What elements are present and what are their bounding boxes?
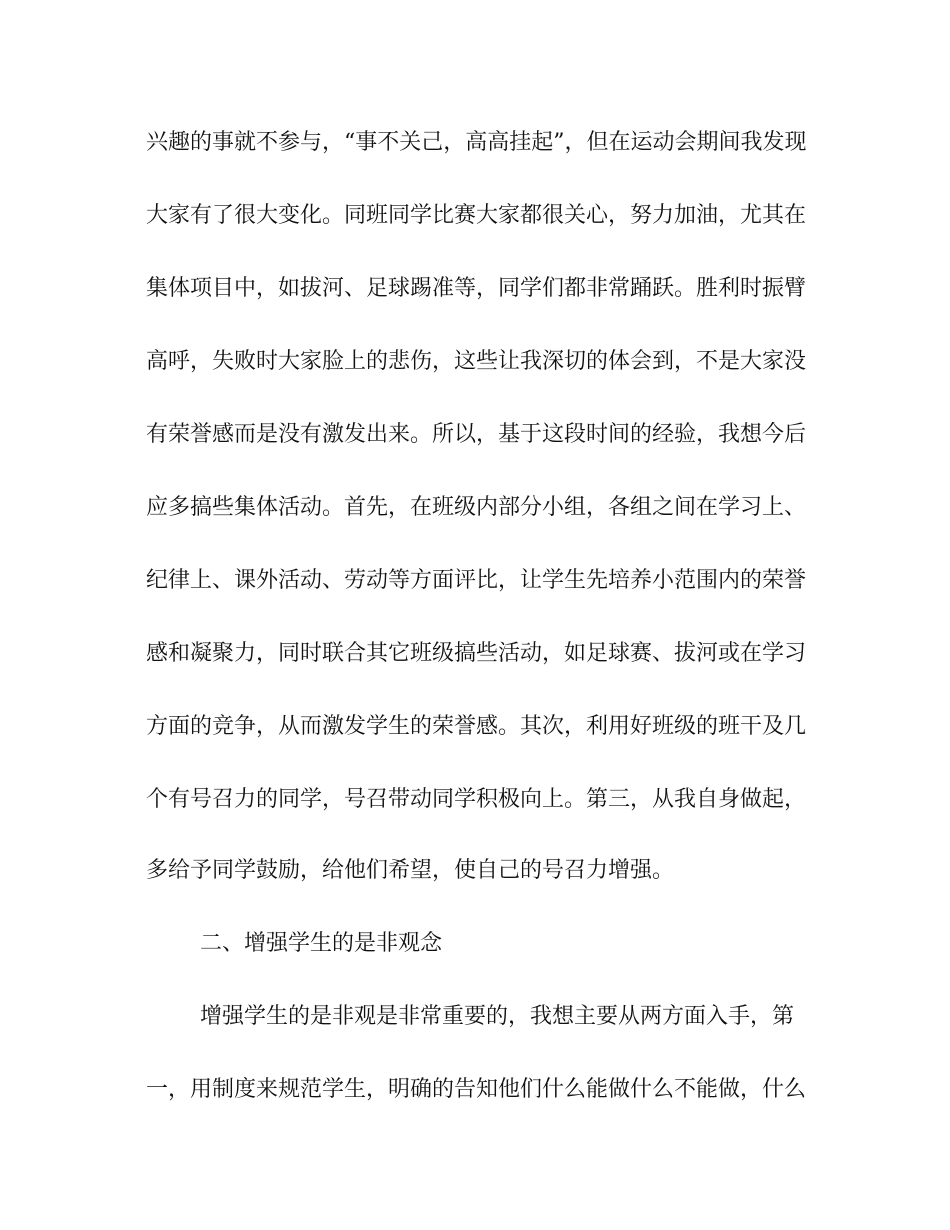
text-line: 有荣誉感而是没有激发出来。所以，基于这段时间的经验，我想今后	[146, 422, 807, 447]
text-line: 高呼，失败时大家脸上的悲伤，这些让我深切的体会到，不是大家没	[146, 349, 807, 374]
text-line: 大家有了很大变化。同班同学比赛大家都很关心，努力加油，尤其在	[146, 203, 807, 228]
section-heading: 二、增强学生的是非观念	[200, 931, 443, 956]
text-line: 一，用制度来规范学生，明确的告知他们什么能做什么不能做，什么	[146, 1077, 807, 1102]
text-line: 个有号召力的同学，号召带动同学积极向上。第三，从我自身做起，	[146, 787, 807, 812]
text-line: 纪律上、课外活动、劳动等方面评比，让学生先培养小范围内的荣誉	[146, 568, 807, 593]
text-line: 增强学生的是非观是非常重要的，我想主要从两方面入手，第	[200, 1004, 795, 1029]
text-line: 集体项目中，如拔河、足球踢准等，同学们都非常踊跃。胜利时振臂	[146, 276, 807, 301]
text-line: 应多搞些集体活动。首先，在班级内部分小组，各组之间在学习上、	[146, 495, 807, 520]
text-line: 多给予同学鼓励，给他们希望，使自己的号召力增强。	[146, 858, 675, 883]
text-line: 兴趣的事就不参与，“事不关己，高高挂起”，但在运动会期间我发现	[146, 130, 807, 155]
text-line: 感和凝聚力，同时联合其它班级搞些活动，如足球赛、拔河或在学习	[146, 641, 807, 666]
text-line: 方面的竞争，从而激发学生的荣誉感。其次，利用好班级的班干及几	[146, 714, 807, 739]
